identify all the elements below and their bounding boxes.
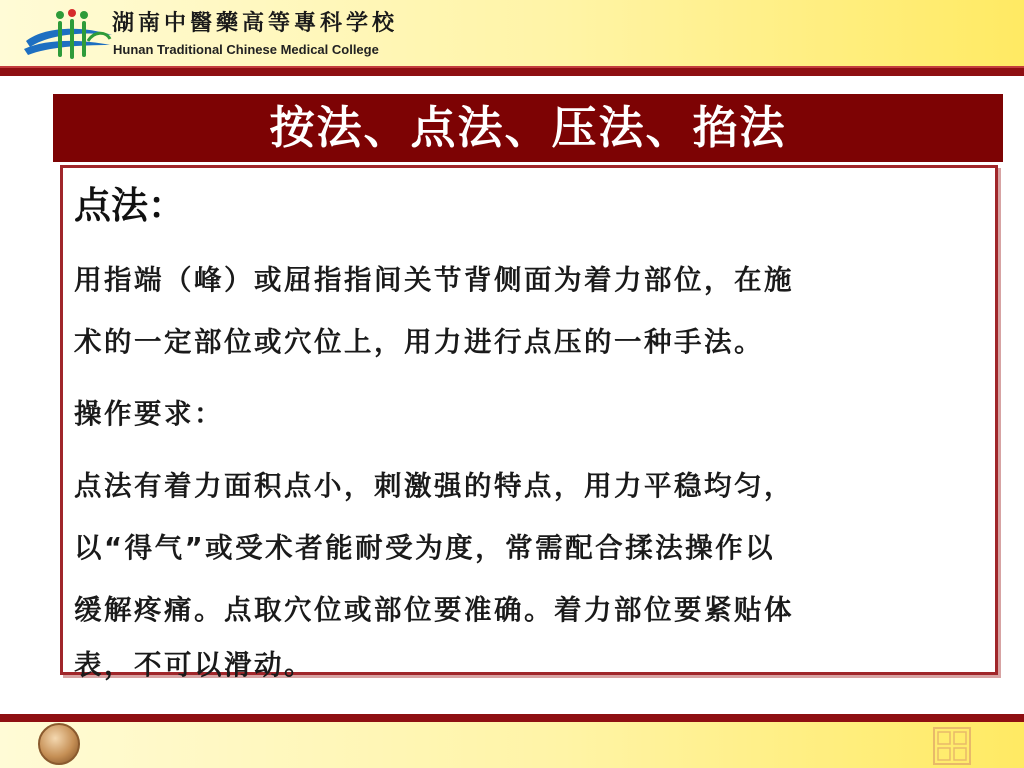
footer-divider <box>0 714 1024 722</box>
header-bar <box>0 0 1024 66</box>
paragraph-line: 缓解疼痛。点取穴位或部位要准确。着力部位要紧贴体 <box>74 594 794 626</box>
college-logo-icon <box>22 5 114 63</box>
paragraph-line: 点法有着力面积点小，刺激强的特点，用力平稳均匀， <box>74 470 794 502</box>
footer-bar <box>0 722 1024 768</box>
seal-stamp-icon <box>932 726 972 766</box>
header-divider <box>0 66 1024 76</box>
college-name-en: Hunan Traditional Chinese Medical College <box>113 42 379 57</box>
requirements-heading: 操作要求： <box>74 398 224 430</box>
section-title: 点法： <box>74 184 185 227</box>
college-name-cn: 湖南中醫藥高等專科学校 <box>112 10 399 36</box>
paragraph-line: 用指端（峰）或屈指指间关节背侧面为着力部位，在施 <box>74 264 794 296</box>
paragraph-line: 表，不可以滑动。 <box>74 649 314 681</box>
paragraph-line: 术的一定部位或穴位上，用力进行点压的一种手法。 <box>74 326 764 358</box>
paragraph-line: 以“得气”或受术者能耐受为度，常需配合揉法操作以 <box>74 532 776 564</box>
round-nav-button-icon[interactable] <box>38 723 80 765</box>
slide-title: 按法、点法、压法、掐法 <box>269 101 787 154</box>
slide-title-bar <box>53 94 1003 162</box>
content-box <box>60 165 998 681</box>
